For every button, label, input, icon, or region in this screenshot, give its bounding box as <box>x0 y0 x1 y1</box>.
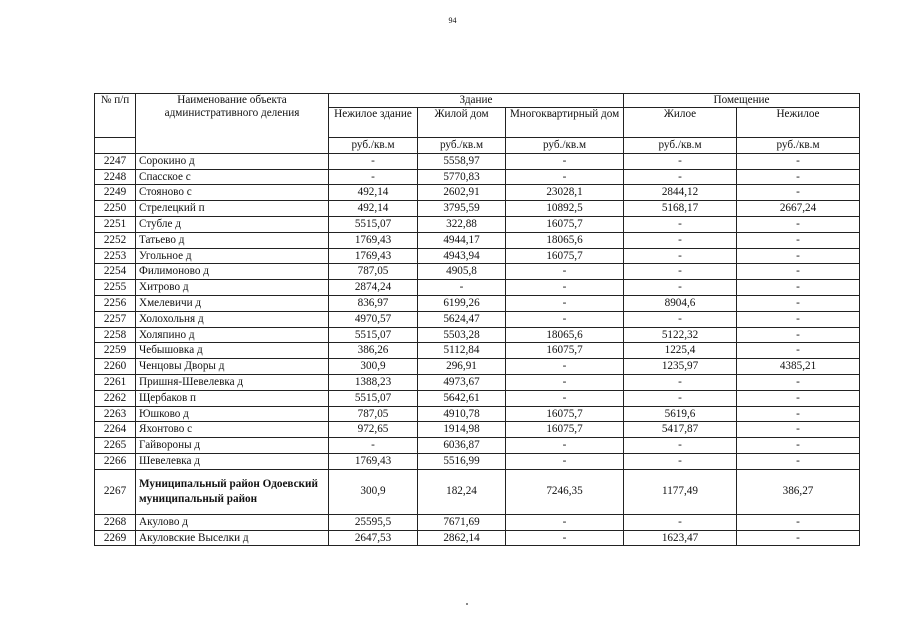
unit-label: руб./кв.м <box>418 137 506 153</box>
row-number: 2265 <box>95 438 136 454</box>
value-nonresidential-building: 787,05 <box>329 406 418 422</box>
row-object-name: Хитрово д <box>136 280 329 296</box>
unit-label: руб./кв.м <box>506 137 624 153</box>
row-number: 2262 <box>95 390 136 406</box>
value-residential-house: 5503,28 <box>418 327 506 343</box>
row-object-name: Чебышовка д <box>136 343 329 359</box>
value-apartment-building: 10892,5 <box>506 201 624 217</box>
value-residential-premises: - <box>624 264 737 280</box>
page-number: 94 <box>448 16 457 25</box>
table-row <box>95 311 860 327</box>
value-nonresidential-building: 972,65 <box>329 422 418 438</box>
row-object-name: Щербаков п <box>136 390 329 406</box>
value-nonresidential-premises: - <box>737 406 860 422</box>
value-nonresidential-building: 386,26 <box>329 343 418 359</box>
header-residential-premises: Жилое <box>624 107 737 137</box>
value-nonresidential-building: 836,97 <box>329 296 418 312</box>
table-row <box>95 264 860 280</box>
value-residential-house: 4943,94 <box>418 248 506 264</box>
row-object-name: Муниципальный район Одоевский муниципальный район <box>136 469 329 514</box>
table-row <box>95 217 860 233</box>
value-nonresidential-premises: - <box>737 217 860 233</box>
value-apartment-building: 16075,7 <box>506 422 624 438</box>
header-group-premises: Помещение <box>624 94 860 108</box>
row-object-name: Пришня-Шевелевка д <box>136 375 329 391</box>
row-object-name: Акулово д <box>136 514 329 530</box>
row-number: 2263 <box>95 406 136 422</box>
value-residential-house: 322,88 <box>418 217 506 233</box>
value-apartment-building: 16075,7 <box>506 217 624 233</box>
value-residential-premises: 5168,17 <box>624 201 737 217</box>
value-apartment-building: - <box>506 296 624 312</box>
table-body <box>95 153 860 546</box>
header-group-building: Здание <box>329 94 624 108</box>
value-nonresidential-premises: - <box>737 422 860 438</box>
table-row <box>95 390 860 406</box>
table-row <box>95 514 860 530</box>
value-apartment-building: 7246,35 <box>506 469 624 514</box>
table-row <box>95 153 860 169</box>
value-residential-house: 2602,91 <box>418 185 506 201</box>
value-nonresidential-building: 300,9 <box>329 359 418 375</box>
value-residential-premises: 8904,6 <box>624 296 737 312</box>
value-residential-house: 3795,59 <box>418 201 506 217</box>
unit-label: руб./кв.м <box>737 137 860 153</box>
value-residential-premises: - <box>624 169 737 185</box>
value-apartment-building: - <box>506 153 624 169</box>
header-number-unit-blank <box>95 137 136 153</box>
value-apartment-building: - <box>506 530 624 546</box>
value-residential-house: 7671,69 <box>418 514 506 530</box>
value-nonresidential-building: 492,14 <box>329 185 418 201</box>
value-residential-premises: 1623,47 <box>624 530 737 546</box>
value-apartment-building: - <box>506 514 624 530</box>
row-number: 2249 <box>95 185 136 201</box>
value-residential-house: 4973,67 <box>418 375 506 391</box>
value-nonresidential-building: 5515,07 <box>329 327 418 343</box>
value-residential-house: - <box>418 280 506 296</box>
value-nonresidential-premises: - <box>737 296 860 312</box>
header-nonresidential-building: Нежилое здание <box>329 107 418 137</box>
value-residential-house: 1914,98 <box>418 422 506 438</box>
value-residential-house: 5642,61 <box>418 390 506 406</box>
table-row <box>95 438 860 454</box>
row-number: 2254 <box>95 264 136 280</box>
header-object-name: Наименование объекта административного деления <box>136 94 329 154</box>
value-residential-house: 4910,78 <box>418 406 506 422</box>
value-nonresidential-building: - <box>329 438 418 454</box>
value-apartment-building: 18065,6 <box>506 327 624 343</box>
value-nonresidential-building: 25595,5 <box>329 514 418 530</box>
table-row <box>95 406 860 422</box>
value-apartment-building: - <box>506 375 624 391</box>
row-object-name: Спасское с <box>136 169 329 185</box>
value-nonresidential-premises: - <box>737 390 860 406</box>
table-row <box>95 454 860 470</box>
value-nonresidential-building: 1769,43 <box>329 232 418 248</box>
value-residential-premises: 5619,6 <box>624 406 737 422</box>
value-nonresidential-building: 1769,43 <box>329 248 418 264</box>
value-residential-house: 4905,8 <box>418 264 506 280</box>
table-row <box>95 169 860 185</box>
value-residential-premises: 1177,49 <box>624 469 737 514</box>
value-residential-premises: - <box>624 232 737 248</box>
value-nonresidential-building: 1769,43 <box>329 454 418 470</box>
table-row <box>95 248 860 264</box>
table-row <box>95 375 860 391</box>
row-number: 2247 <box>95 153 136 169</box>
value-residential-premises: - <box>624 438 737 454</box>
value-apartment-building: - <box>506 454 624 470</box>
value-residential-premises: - <box>624 311 737 327</box>
row-number: 2248 <box>95 169 136 185</box>
value-apartment-building: - <box>506 264 624 280</box>
value-residential-house: 6199,26 <box>418 296 506 312</box>
value-nonresidential-building: 5515,07 <box>329 217 418 233</box>
value-residential-house: 6036,87 <box>418 438 506 454</box>
value-residential-house: 5770,83 <box>418 169 506 185</box>
row-object-name: Яхонтово с <box>136 422 329 438</box>
header-apartment-building: Многоквартирный дом <box>506 107 624 137</box>
value-nonresidential-premises: 4385,21 <box>737 359 860 375</box>
row-number: 2252 <box>95 232 136 248</box>
row-number: 2264 <box>95 422 136 438</box>
tariff-table <box>94 93 860 546</box>
value-apartment-building: - <box>506 359 624 375</box>
value-residential-house: 5558,97 <box>418 153 506 169</box>
value-residential-house: 296,91 <box>418 359 506 375</box>
row-object-name: Акуловские Выселки д <box>136 530 329 546</box>
value-residential-premises: - <box>624 390 737 406</box>
value-residential-premises: - <box>624 375 737 391</box>
header-nonresidential-premises: Нежилое <box>737 107 860 137</box>
value-apartment-building: 16075,7 <box>506 343 624 359</box>
value-residential-premises: - <box>624 153 737 169</box>
row-number: 2253 <box>95 248 136 264</box>
value-residential-premises: - <box>624 248 737 264</box>
value-apartment-building: 16075,7 <box>506 406 624 422</box>
value-residential-premises: 5417,87 <box>624 422 737 438</box>
row-number: 2261 <box>95 375 136 391</box>
value-nonresidential-building: 4970,57 <box>329 311 418 327</box>
value-residential-premises: - <box>624 280 737 296</box>
table-row <box>95 530 860 546</box>
district-row <box>95 469 860 514</box>
value-residential-house: 5624,47 <box>418 311 506 327</box>
value-nonresidential-building: 1388,23 <box>329 375 418 391</box>
table-row <box>95 201 860 217</box>
value-nonresidential-premises: - <box>737 232 860 248</box>
value-nonresidential-premises: - <box>737 530 860 546</box>
row-number: 2257 <box>95 311 136 327</box>
row-object-name: Угольное д <box>136 248 329 264</box>
value-nonresidential-building: 5515,07 <box>329 390 418 406</box>
value-nonresidential-premises: 386,27 <box>737 469 860 514</box>
table-row <box>95 343 860 359</box>
table-row <box>95 185 860 201</box>
value-nonresidential-premises: - <box>737 248 860 264</box>
value-nonresidential-building: 300,9 <box>329 469 418 514</box>
row-number: 2256 <box>95 296 136 312</box>
row-number: 2255 <box>95 280 136 296</box>
value-nonresidential-premises: - <box>737 438 860 454</box>
value-nonresidential-building: 2647,53 <box>329 530 418 546</box>
header-residential-house: Жилой дом <box>418 107 506 137</box>
table-row <box>95 280 860 296</box>
table-row <box>95 327 860 343</box>
value-apartment-building: 16075,7 <box>506 248 624 264</box>
row-object-name: Шевелевка д <box>136 454 329 470</box>
row-object-name: Холохольня д <box>136 311 329 327</box>
value-nonresidential-premises: - <box>737 327 860 343</box>
value-apartment-building: - <box>506 438 624 454</box>
row-object-name: Хмелевичи д <box>136 296 329 312</box>
unit-label: руб./кв.м <box>624 137 737 153</box>
row-number: 2250 <box>95 201 136 217</box>
header-number: № п/п <box>95 94 136 138</box>
row-object-name: Татьево д <box>136 232 329 248</box>
value-residential-house: 182,24 <box>418 469 506 514</box>
row-object-name: Гайвороны д <box>136 438 329 454</box>
row-number: 2259 <box>95 343 136 359</box>
value-apartment-building: - <box>506 311 624 327</box>
row-object-name: Филимоново д <box>136 264 329 280</box>
value-residential-premises: 1225,4 <box>624 343 737 359</box>
row-number: 2269 <box>95 530 136 546</box>
row-object-name: Юшково д <box>136 406 329 422</box>
value-residential-premises: 2844,12 <box>624 185 737 201</box>
value-residential-premises: - <box>624 514 737 530</box>
row-number: 2266 <box>95 454 136 470</box>
row-number: 2268 <box>95 514 136 530</box>
value-nonresidential-premises: - <box>737 169 860 185</box>
value-apartment-building: - <box>506 390 624 406</box>
value-nonresidential-premises: - <box>737 375 860 391</box>
row-object-name: Стояново с <box>136 185 329 201</box>
value-apartment-building: - <box>506 280 624 296</box>
value-residential-house: 5516,99 <box>418 454 506 470</box>
value-nonresidential-building: - <box>329 169 418 185</box>
row-number: 2267 <box>95 469 136 514</box>
table-row <box>95 296 860 312</box>
value-nonresidential-premises: - <box>737 343 860 359</box>
table-row <box>95 232 860 248</box>
row-object-name: Холяпино д <box>136 327 329 343</box>
table-row <box>95 359 860 375</box>
value-residential-premises: - <box>624 217 737 233</box>
value-apartment-building: 18065,6 <box>506 232 624 248</box>
value-nonresidential-building: - <box>329 153 418 169</box>
row-number: 2258 <box>95 327 136 343</box>
value-nonresidential-premises: - <box>737 514 860 530</box>
value-nonresidential-building: 787,05 <box>329 264 418 280</box>
row-object-name: Ченцовы Дворы д <box>136 359 329 375</box>
row-object-name: Стрелецкий п <box>136 201 329 217</box>
value-nonresidential-premises: - <box>737 264 860 280</box>
row-object-name: Сорокино д <box>136 153 329 169</box>
value-nonresidential-premises: 2667,24 <box>737 201 860 217</box>
value-nonresidential-premises: - <box>737 280 860 296</box>
value-nonresidential-premises: - <box>737 153 860 169</box>
value-nonresidential-premises: - <box>737 454 860 470</box>
value-apartment-building: - <box>506 169 624 185</box>
value-nonresidential-building: 2874,24 <box>329 280 418 296</box>
row-number: 2251 <box>95 217 136 233</box>
row-object-name: Стубле д <box>136 217 329 233</box>
value-residential-premises: 5122,32 <box>624 327 737 343</box>
table-row <box>95 422 860 438</box>
value-nonresidential-premises: - <box>737 311 860 327</box>
value-residential-premises: 1235,97 <box>624 359 737 375</box>
value-nonresidential-premises: - <box>737 185 860 201</box>
unit-label: руб./кв.м <box>329 137 418 153</box>
scan-speck <box>466 603 468 605</box>
row-number: 2260 <box>95 359 136 375</box>
value-residential-house: 4944,17 <box>418 232 506 248</box>
value-nonresidential-building: 492,14 <box>329 201 418 217</box>
value-apartment-building: 23028,1 <box>506 185 624 201</box>
value-residential-premises: - <box>624 454 737 470</box>
value-residential-house: 2862,14 <box>418 530 506 546</box>
value-residential-house: 5112,84 <box>418 343 506 359</box>
